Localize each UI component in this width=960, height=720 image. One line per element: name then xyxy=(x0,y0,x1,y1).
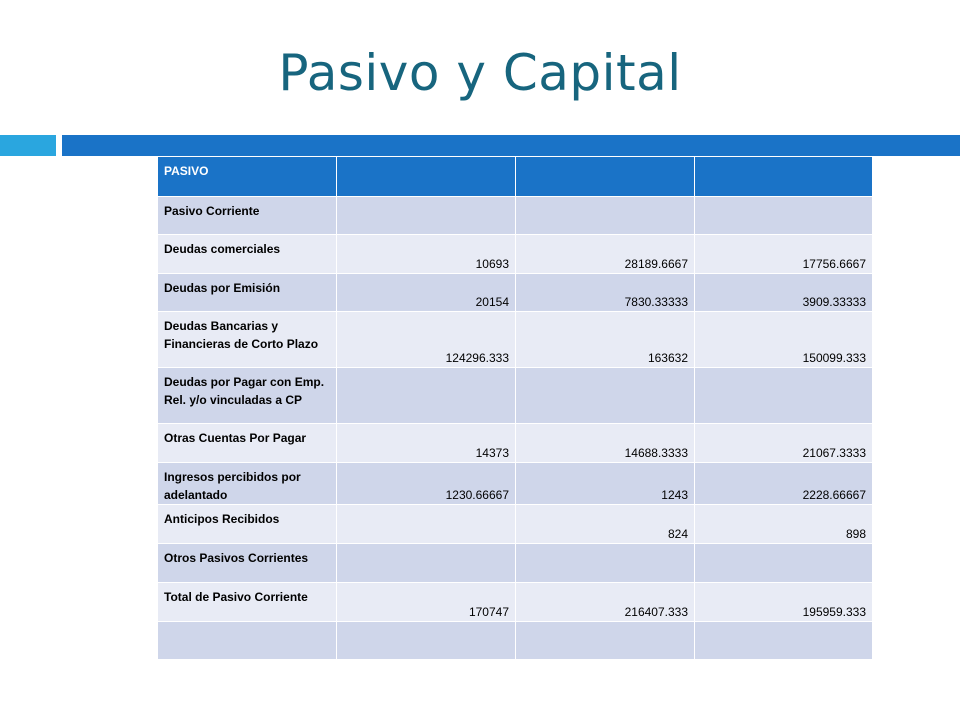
value-cell xyxy=(695,544,873,583)
row-label: Anticipos Recibidos xyxy=(158,505,337,544)
liabilities-table xyxy=(157,156,873,660)
value-cell xyxy=(337,505,516,544)
value-cell: 28189.6667 xyxy=(516,235,695,274)
table-row xyxy=(158,197,873,235)
value-cell: 20154 xyxy=(337,274,516,312)
table-row xyxy=(158,622,873,660)
accent-bar-left xyxy=(0,135,56,156)
row-label: Deudas Bancarias y Financieras de Corto Plazo xyxy=(158,312,337,368)
value-cell: 150099.333 xyxy=(695,312,873,368)
value-cell: 14688.3333 xyxy=(516,424,695,463)
value-cell: 824 xyxy=(516,505,695,544)
row-label: Deudas comerciales xyxy=(158,235,337,274)
value-cell xyxy=(337,368,516,424)
value-cell xyxy=(695,622,873,660)
value-cell: 124296.333 xyxy=(337,312,516,368)
table-header-row xyxy=(158,157,873,197)
table-row xyxy=(158,368,873,424)
value-cell: 170747 xyxy=(337,583,516,622)
value-cell xyxy=(337,544,516,583)
value-cell: 1230.66667 xyxy=(337,463,516,505)
value-cell: 1243 xyxy=(516,463,695,505)
value-cell: 163632 xyxy=(516,312,695,368)
table-row xyxy=(158,505,873,544)
row-label: Otras Cuentas Por Pagar xyxy=(158,424,337,463)
table-row xyxy=(158,544,873,583)
table-row xyxy=(158,463,873,505)
table-row xyxy=(158,583,873,622)
value-cell: 2228.66667 xyxy=(695,463,873,505)
value-cell: 195959.333 xyxy=(695,583,873,622)
value-cell xyxy=(516,368,695,424)
accent-bar-right xyxy=(62,135,960,156)
row-label: Deudas por Pagar con Emp. Rel. y/o vinculadas a CP xyxy=(158,368,337,424)
value-cell xyxy=(695,197,873,235)
value-cell xyxy=(695,368,873,424)
row-label: Ingresos percibidos por adelantado xyxy=(158,463,337,505)
table-row xyxy=(158,235,873,274)
value-cell: 17756.6667 xyxy=(695,235,873,274)
value-cell: 10693 xyxy=(337,235,516,274)
value-cell xyxy=(516,622,695,660)
row-label: Deudas por Emisión xyxy=(158,274,337,312)
row-label: Otros Pasivos Corrientes xyxy=(158,544,337,583)
value-cell: 7830.33333 xyxy=(516,274,695,312)
header-cell xyxy=(516,157,695,197)
row-label xyxy=(158,622,337,660)
value-cell xyxy=(337,622,516,660)
slide-title: Pasivo y Capital xyxy=(278,44,682,102)
row-label: Total de Pasivo Corriente xyxy=(158,583,337,622)
value-cell: 216407.333 xyxy=(516,583,695,622)
value-cell: 898 xyxy=(695,505,873,544)
row-label: Pasivo Corriente xyxy=(158,197,337,235)
table-row xyxy=(158,424,873,463)
value-cell xyxy=(337,197,516,235)
header-cell xyxy=(337,157,516,197)
value-cell: 21067.3333 xyxy=(695,424,873,463)
value-cell xyxy=(516,197,695,235)
table-row xyxy=(158,274,873,312)
value-cell: 3909.33333 xyxy=(695,274,873,312)
header-cell xyxy=(695,157,873,197)
table-row xyxy=(158,312,873,368)
value-cell: 14373 xyxy=(337,424,516,463)
header-cell-pasivo: PASIVO xyxy=(158,157,337,197)
value-cell xyxy=(516,544,695,583)
